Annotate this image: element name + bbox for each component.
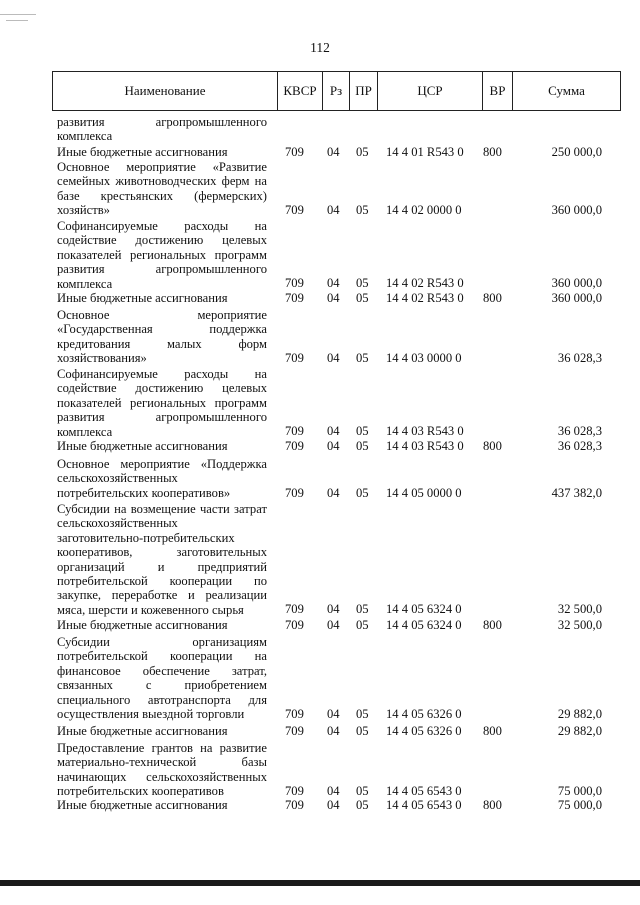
row-csr: 14 4 02 R543 0 (386, 291, 464, 305)
row-rz: 04 (327, 351, 340, 365)
scan-bottom-edge (0, 880, 640, 886)
row-sum: 36 028,3 (557, 439, 602, 453)
row-sum: 437 382,0 (551, 486, 602, 500)
table-header (52, 71, 621, 111)
row-vr: 800 (483, 724, 502, 738)
row-kvsr: 709 (285, 486, 304, 500)
row-pr: 05 (356, 602, 369, 616)
row-name: Основное мероприятие «Развитие семейных животноводческих ферм на базе крестьянских (фермерских) хозяйств» (57, 160, 267, 218)
row-vr: 800 (483, 145, 502, 159)
row-rz: 04 (327, 145, 340, 159)
row-sum: 29 882,0 (557, 707, 602, 721)
row-sum: 29 882,0 (557, 724, 602, 738)
row-rz: 04 (327, 602, 340, 616)
header-kvsr: КВСР (277, 72, 322, 110)
row-rz: 04 (327, 707, 340, 721)
row-pr: 05 (356, 291, 369, 305)
row-rz: 04 (327, 276, 340, 290)
row-csr: 14 4 05 6324 0 (386, 602, 462, 616)
row-sum: 360 000,0 (551, 291, 602, 305)
row-csr: 14 4 05 6543 0 (386, 798, 462, 812)
row-kvsr: 709 (285, 798, 304, 812)
row-sum: 32 500,0 (557, 618, 602, 632)
header-name: Наименование (124, 83, 206, 98)
row-rz: 04 (327, 439, 340, 453)
row-rz: 04 (327, 724, 340, 738)
scan-artifact (0, 14, 36, 15)
row-name: Основное мероприятие «Поддержка сельскохозяйственных потребительских кооперативов» (57, 457, 267, 500)
row-sum: 250 000,0 (551, 145, 602, 159)
row-rz: 04 (327, 784, 340, 798)
row-sum: 32 500,0 (557, 602, 602, 616)
row-sum: 360 000,0 (551, 276, 602, 290)
row-sum: 75 000,0 (557, 798, 602, 812)
header-vr: ВР (482, 72, 512, 110)
row-name: развития агропромышленного комплекса (57, 115, 267, 144)
row-rz: 04 (327, 618, 340, 632)
row-name: Иные бюджетные ассигнования (57, 439, 228, 453)
row-csr: 14 4 05 0000 0 (386, 486, 462, 500)
row-name: Субсидии организациям потребительской кооперации на финансовое обеспечение затрат, связанных с приобретением специального автотранспорта для осуществления выездной торговли (57, 635, 267, 722)
row-rz: 04 (327, 424, 340, 438)
row-kvsr: 709 (285, 145, 304, 159)
row-vr: 800 (483, 439, 502, 453)
page-number: 112 (310, 40, 330, 55)
row-kvsr: 709 (285, 439, 304, 453)
row-kvsr: 709 (285, 784, 304, 798)
row-pr: 05 (356, 724, 369, 738)
row-sum: 36 028,3 (557, 351, 602, 365)
row-sum: 36 028,3 (557, 424, 602, 438)
row-pr: 05 (356, 784, 369, 798)
row-vr: 800 (483, 618, 502, 632)
header-csr: ЦСР (377, 72, 482, 110)
row-kvsr: 709 (285, 351, 304, 365)
row-rz: 04 (327, 486, 340, 500)
row-pr: 05 (356, 424, 369, 438)
row-kvsr: 709 (285, 602, 304, 616)
row-name: Иные бюджетные ассигнования (57, 724, 228, 738)
row-csr: 14 4 03 0000 0 (386, 351, 462, 365)
row-kvsr: 709 (285, 618, 304, 632)
row-csr: 14 4 05 6543 0 (386, 784, 462, 798)
row-csr: 14 4 05 6324 0 (386, 618, 462, 632)
row-pr: 05 (356, 486, 369, 500)
row-kvsr: 709 (285, 203, 304, 217)
row-kvsr: 709 (285, 291, 304, 305)
row-pr: 05 (356, 618, 369, 632)
row-pr: 05 (356, 145, 369, 159)
row-vr: 800 (483, 291, 502, 305)
row-name: Софинансируемые расходы на содействие достижению целевых показателей региональных программ развития агропромышленного комплекса (57, 367, 267, 439)
row-sum: 360 000,0 (551, 203, 602, 217)
row-pr: 05 (356, 203, 369, 217)
row-csr: 14 4 02 R543 0 (386, 276, 464, 290)
header-pr: ПР (349, 72, 377, 110)
row-name: Основное мероприятие «Государственная поддержка кредитования малых форм хозяйствования» (57, 308, 267, 366)
header-rz: Рз (322, 72, 349, 110)
row-kvsr: 709 (285, 724, 304, 738)
row-name: Иные бюджетные ассигнования (57, 618, 228, 632)
row-pr: 05 (356, 439, 369, 453)
row-name: Иные бюджетные ассигнования (57, 798, 228, 812)
row-pr: 05 (356, 351, 369, 365)
row-pr: 05 (356, 798, 369, 812)
row-pr: 05 (356, 707, 369, 721)
header-sum: Сумма (512, 72, 620, 110)
row-kvsr: 709 (285, 424, 304, 438)
row-csr: 14 4 03 R543 0 (386, 439, 464, 453)
row-rz: 04 (327, 798, 340, 812)
row-name: Предоставление грантов на развитие материально-технической базы начинающих сельскохозяйственных потребительских кооперативов (57, 741, 267, 799)
row-pr: 05 (356, 276, 369, 290)
row-rz: 04 (327, 291, 340, 305)
row-vr: 800 (483, 798, 502, 812)
row-csr: 14 4 01 R543 0 (386, 145, 464, 159)
row-sum: 75 000,0 (557, 784, 602, 798)
row-csr: 14 4 05 6326 0 (386, 724, 462, 738)
row-csr: 14 4 02 0000 0 (386, 203, 462, 217)
row-csr: 14 4 05 6326 0 (386, 707, 462, 721)
row-kvsr: 709 (285, 707, 304, 721)
scan-artifact (6, 20, 28, 21)
row-kvsr: 709 (285, 276, 304, 290)
row-name: Софинансируемые расходы на содействие достижению целевых показателей региональных программ развития агропромышленного комплекса (57, 219, 267, 291)
row-name: Иные бюджетные ассигнования (57, 291, 228, 305)
row-name: Субсидии на возмещение части затрат сельскохозяйственных заготовительно-потребительских кооперативов, заготовительных организаций и предприятий потребительской кооперации по закупке, переработке и реализации мяса, шерсти и кожевенного сырья (57, 502, 267, 617)
row-rz: 04 (327, 203, 340, 217)
row-name: Иные бюджетные ассигнования (57, 145, 228, 159)
row-csr: 14 4 03 R543 0 (386, 424, 464, 438)
